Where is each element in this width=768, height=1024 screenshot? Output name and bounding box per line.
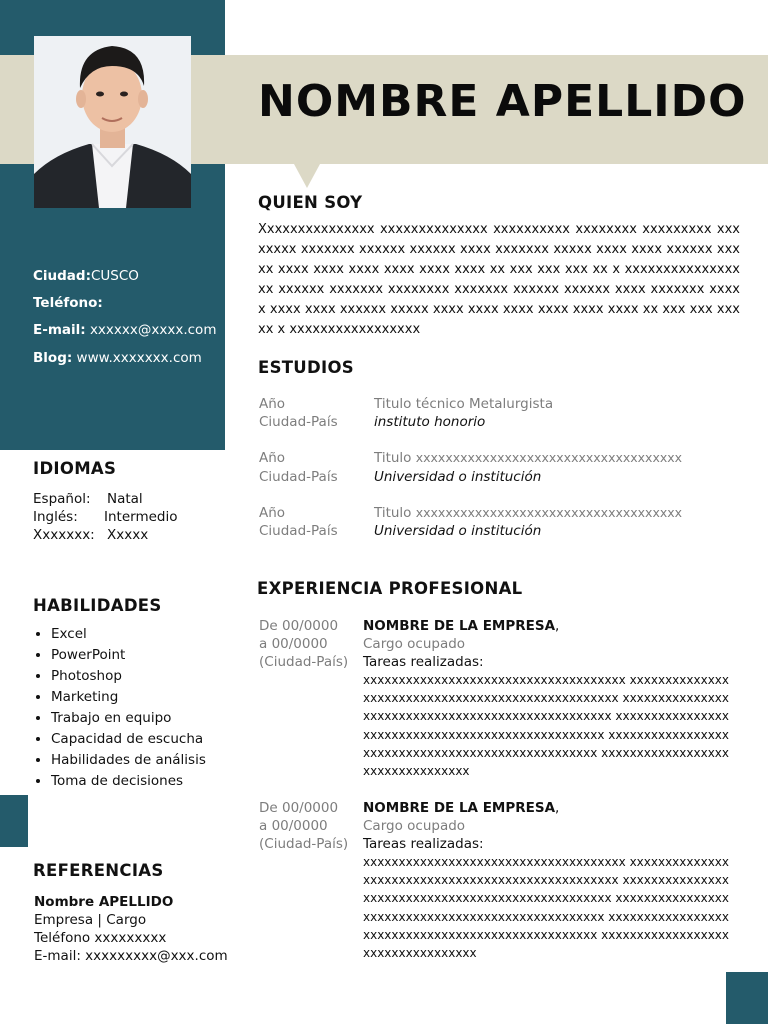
- contact-blog-label: Blog:: [33, 350, 73, 366]
- skills-heading: HABILIDADES: [33, 596, 162, 615]
- reference-name: Nombre APELLIDO: [34, 894, 174, 910]
- experience-dates: [259, 617, 348, 671]
- experience-company: NOMBRE DE LA EMPRESA: [363, 800, 556, 816]
- education-title: [374, 505, 682, 521]
- experience-from: De 00/0000: [259, 618, 339, 634]
- contact-blog: [33, 350, 202, 366]
- header-pointer: [294, 164, 320, 188]
- education-city: Ciudad-País: [259, 414, 338, 430]
- skill-item: • Photoshop: [51, 666, 206, 687]
- skill-item: • Marketing: [51, 687, 206, 708]
- experience-to: a 00/0000: [259, 636, 328, 652]
- languages-heading: IDIOMAS: [33, 459, 117, 478]
- education-institution: instituto honorio: [374, 414, 486, 430]
- skill-item: • Toma de decisiones: [51, 771, 206, 792]
- language-level: Xxxxx: [107, 527, 149, 543]
- experience-to: a 00/0000: [259, 818, 328, 834]
- education-institution: Universidad o institución: [374, 523, 542, 539]
- corner-accent-block: [726, 972, 768, 1024]
- language-name: Xxxxxxx:: [33, 527, 95, 543]
- education-title-placeholder: xxxxxxxxxxxxxxxxxxxxxxxxxxxxxxxxxxxx: [415, 505, 683, 520]
- education-title: [374, 450, 682, 466]
- education-year: Año: [259, 450, 286, 466]
- experience-from: De 00/0000: [259, 800, 339, 816]
- experience-entry: [363, 799, 733, 962]
- language-level: Intermedio: [104, 509, 178, 525]
- language-level: Natal: [107, 491, 143, 507]
- education-title-text: Titulo técnico Metalurgista: [374, 396, 554, 412]
- profile-photo-illustration: [34, 36, 191, 208]
- skill-item: • PowerPoint: [51, 645, 206, 666]
- education-city: Ciudad-País: [259, 469, 338, 485]
- experience-company-suffix: ,: [555, 800, 560, 816]
- education-title-text: Titulo: [374, 450, 416, 466]
- experience-role: Cargo ocupado: [363, 818, 466, 834]
- language-name: Español:: [33, 491, 91, 507]
- language-name: Inglés:: [33, 509, 78, 525]
- reference-company: Empresa | Cargo: [34, 912, 147, 928]
- skill-item: • Habilidades de análisis: [51, 750, 206, 771]
- education-city: Ciudad-País: [259, 523, 338, 539]
- contact-city: [33, 268, 139, 284]
- skill-item: • Trabajo en equipo: [51, 708, 206, 729]
- contact-email-label: E-mail:: [33, 322, 86, 338]
- contact-city-label: Ciudad:: [33, 268, 91, 284]
- experience-place: (Ciudad-País): [259, 836, 349, 852]
- experience-tasks-label: Tareas realizadas:: [363, 836, 484, 852]
- person-name: NOMBRE APELLIDO: [258, 76, 747, 127]
- contact-city-value: CUSCO: [90, 268, 139, 284]
- education-heading: ESTUDIOS: [258, 358, 354, 377]
- experience-company-suffix: ,: [555, 618, 560, 634]
- about-text: Xxxxxxxxxxxxxxx xxxxxxxxxxxxxx xxxxxxxxxx xxxxxxxx xxxxxxxxx xxxxxxxx xxxxxxx xxxxxx xxxxxx xxxx xxxxxxx xxxxx xxxx xxxx xxxxxx xxxxx xxxx xxxx xxxx xxxx xxxx xxxx xx xxx xxx xxx xx x xxxxxxxxxxxxxxxxx xxxxxx xxxxxxx xxxxxxxx xxxxxxx xxxxxx xxxxxx xxxx xxxxxxx xxxxx xxxx xxxx xxxxxx xxxxx xxxx xxxx xxxx xxxx xxxx xxxx xx xxx xxx xxx xx x xxxxxxxxxxxxxxxxx: [258, 222, 740, 337]
- experience-tasks-label: Tareas realizadas:: [363, 654, 484, 670]
- education-institution: Universidad o institución: [374, 469, 542, 485]
- side-accent-block: [0, 795, 28, 847]
- contact-email: [33, 322, 216, 338]
- education-year: Año: [259, 505, 286, 521]
- about-heading: QUIEN SOY: [258, 193, 363, 212]
- experience-tasks: xxxxxxxxxxxxxxxxxxxxxxxxxxxxxxxxxxxxx xxxxxxxxxxxxxxxxxxxxxxxxxxxxxxxxxxxxxxxxxxxxxxxxxx xxxxxxxxxxxxxxxxxxxxxxxxxxxxxxxxxxxxxxxxxxxxxxxxxx xxxxxxxxxxxxxxxxxxxxxxxxxxxxxxxxxxxxxxxxxxxxxxxxxx xxxxxxxxxxxxxxxxxxxxxxxxxxxxxxxxxxxxxxxxxxxxxxxxxx xxxxxxxxxxxxxxxxxxxxxxxxxxxxxxxxx: [363, 673, 729, 779]
- contact-email-value[interactable]: xxxxxx@xxxx.com: [85, 322, 217, 338]
- education-title-placeholder: xxxxxxxxxxxxxxxxxxxxxxxxxxxxxxxxxxxx: [415, 450, 683, 465]
- education-title: [374, 396, 553, 412]
- experience-heading: EXPERIENCIA PROFESIONAL: [257, 579, 523, 598]
- contact-phone-label: Teléfono:: [33, 295, 103, 311]
- reference-phone: Teléfono xxxxxxxxx: [34, 930, 167, 946]
- references-heading: REFERENCIAS: [33, 861, 164, 880]
- experience-dates: [259, 799, 348, 853]
- experience-role: Cargo ocupado: [363, 636, 466, 652]
- skill-item: • Excel: [51, 624, 206, 645]
- contact-phone: [33, 295, 103, 311]
- experience-tasks: xxxxxxxxxxxxxxxxxxxxxxxxxxxxxxxxxxxxx xxxxxxxxxxxxxxxxxxxxxxxxxxxxxxxxxxxxxxxxxxxxxxxxxx xxxxxxxxxxxxxxxxxxxxxxxxxxxxxxxxxxxxxxxxxxxxxxxxxx xxxxxxxxxxxxxxxxxxxxxxxxxxxxxxxxxxxxxxxxxxxxxxxxxx xxxxxxxxxxxxxxxxxxxxxxxxxxxxxxxxxxxxxxxxxxxxxxxxxx xxxxxxxxxxxxxxxxxxxxxxxxxxxxxxxxxx: [363, 855, 729, 961]
- profile-photo: [34, 36, 191, 208]
- education-year: Año: [259, 396, 286, 412]
- experience-place: (Ciudad-País): [259, 654, 349, 670]
- contact-blog-value[interactable]: www.xxxxxxx.com: [72, 350, 202, 366]
- experience-entry: [363, 617, 733, 780]
- education-title-text: Titulo: [374, 505, 416, 521]
- skill-item: • Capacidad de escucha: [51, 729, 206, 750]
- reference-email[interactable]: E-mail: xxxxxxxxx@xxx.com: [34, 948, 228, 964]
- experience-company: NOMBRE DE LA EMPRESA: [363, 618, 556, 634]
- skills-list: [33, 624, 206, 792]
